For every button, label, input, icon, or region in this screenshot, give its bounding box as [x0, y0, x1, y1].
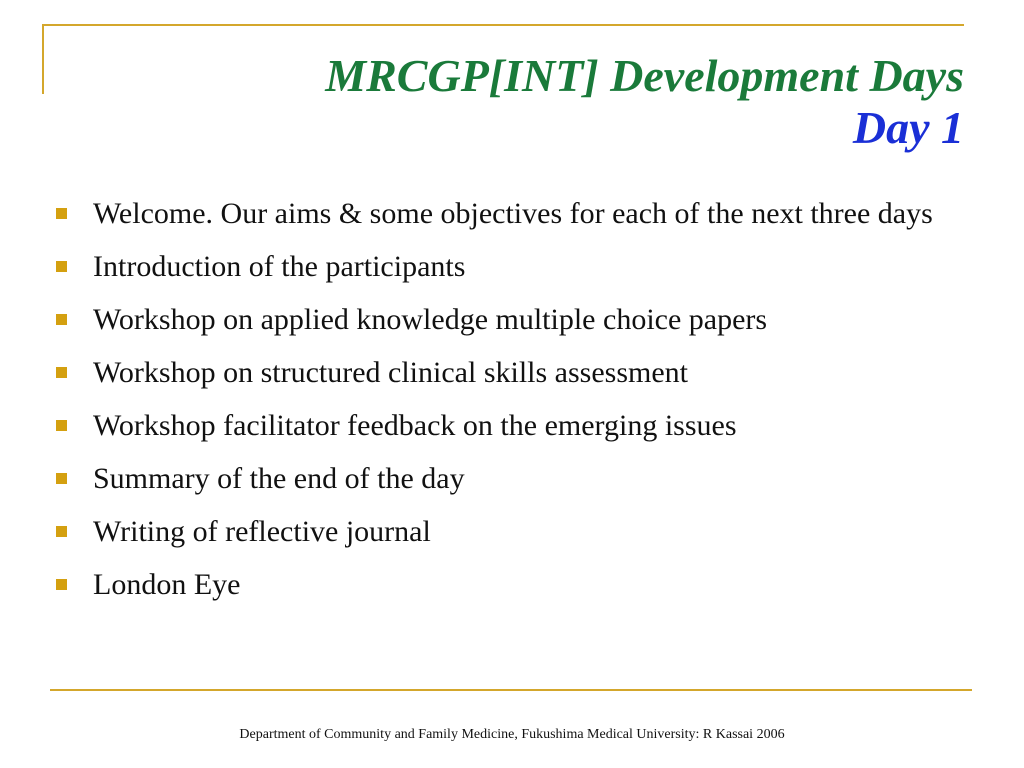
square-bullet-icon — [56, 367, 67, 378]
bullet-text: Welcome. Our aims & some objectives for each of the next three days — [93, 197, 933, 230]
top-frame-line — [42, 24, 964, 26]
left-frame-line — [42, 24, 44, 94]
bullet-text: Workshop on structured clinical skills assessment — [93, 356, 688, 389]
title-day: Day 1 — [852, 101, 964, 153]
square-bullet-icon — [56, 526, 67, 537]
title-main: MRCGP[INT] Development Days — [325, 50, 964, 101]
bullet-text: Summary of the end of the day — [93, 462, 465, 495]
square-bullet-icon — [56, 314, 67, 325]
square-bullet-icon — [56, 261, 67, 272]
square-bullet-icon — [56, 473, 67, 484]
footer-divider — [50, 689, 972, 691]
bullet-item — [56, 245, 981, 288]
bullet-text: Workshop facilitator feedback on the emerging issues — [93, 409, 737, 442]
footer-text: Department of Community and Family Medicine, Fukushima Medical University: R Kassai 2006 — [239, 727, 785, 742]
bullet-item — [56, 457, 981, 500]
bullet-item — [56, 404, 981, 447]
bullet-list — [56, 192, 981, 616]
bullet-item — [56, 351, 981, 394]
square-bullet-icon — [56, 208, 67, 219]
bullet-item — [56, 510, 981, 553]
square-bullet-icon — [56, 420, 67, 431]
bullet-item — [56, 298, 981, 341]
slide-title — [325, 50, 964, 153]
bullet-item — [56, 192, 981, 235]
square-bullet-icon — [56, 579, 67, 590]
bullet-text: Workshop on applied knowledge multiple choice papers — [93, 303, 768, 336]
bullet-text: London Eye — [93, 568, 241, 601]
bullet-item — [56, 563, 981, 606]
bullet-text: Introduction of the participants — [93, 250, 466, 283]
bullet-text: Writing of reflective journal — [93, 515, 431, 548]
